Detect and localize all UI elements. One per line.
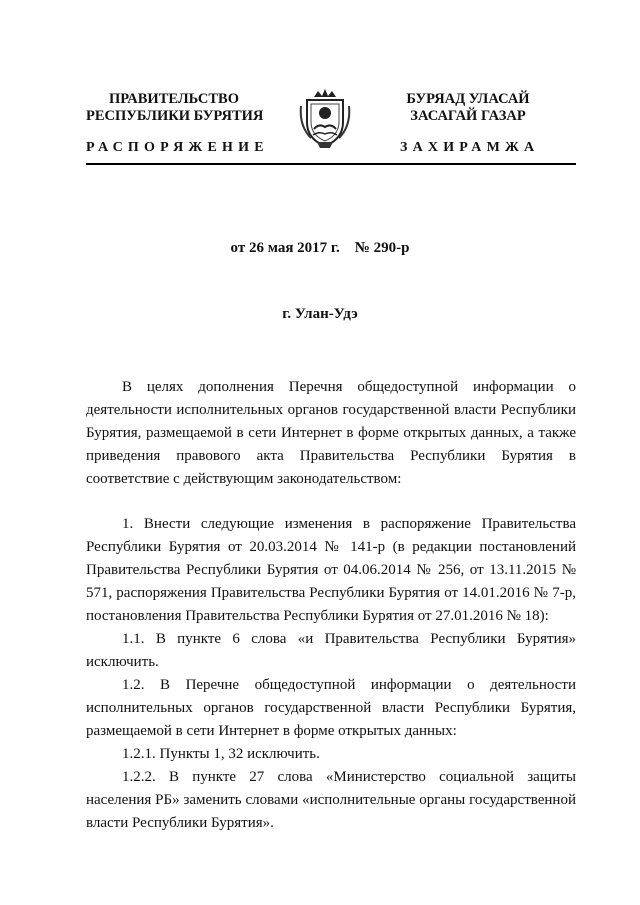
header-right-line1: БУРЯАД УЛАСАЙ <box>406 91 530 107</box>
header-divider <box>86 163 576 165</box>
order-item: 1.1. В пункте 6 слова «и Правительства Республики Бурятия» исключить. <box>86 631 576 670</box>
document-city: г. Улан-Удэ <box>282 306 358 322</box>
order-item: 1. Внести следующие изменения в распоряжение Правительства Республики Бурятия от 20.03.2014 № 141-р (в редакции постановлений Правительства Республики Бурятия от 04.06.2014 № 256, от 13.11.2015 № 571, распоряжения Правительства Республики Бурятия от 14.01.2016 № 7-р, постановления Правительства Республики Бурятия от 27.01.2016 № 18): <box>86 516 576 624</box>
order-items <box>86 513 576 835</box>
header-left <box>86 91 262 125</box>
doc-type-right: ЗАХИРАМЖА <box>400 140 540 155</box>
header-left-line2: РЕСПУБЛИКИ БУРЯТИЯ <box>86 108 264 124</box>
order-item: 1.2.1. Пункты 1, 32 исключить. <box>122 746 320 762</box>
preamble-paragraph: В целях дополнения Перечня общедоступной информации о деятельности исполнительных органов государственной власти Республики Бурятия, размещаемой в сети Интернет в форме открытых данных, а также приведения правового акта Правительства Республики Бурятия в соответствие с действующим законодательством: <box>86 379 576 487</box>
header-right <box>380 91 556 125</box>
doc-type-left: РАСПОРЯЖЕНИЕ <box>86 140 269 155</box>
header-left-line1: ПРАВИТЕЛЬСТВО <box>109 91 239 107</box>
order-item: 1.2. В Перечне общедоступной информации о деятельности исполнительных органов государственной власти Республики Бурятия, размещаемой в сети Интернет в форме открытых данных: <box>86 677 576 739</box>
coat-of-arms-icon <box>297 82 353 150</box>
preamble <box>86 376 576 491</box>
header-right-line2: ЗАСАГАЙ ГАЗАР <box>410 108 526 124</box>
document-date-number: от 26 мая 2017 г. № 290-р <box>230 240 410 256</box>
order-item: 1.2.2. В пункте 27 слова «Министерство социальной защиты населения РБ» заменить словами «исполнительные органы государственной власти Республики Бурятия». <box>86 769 576 831</box>
